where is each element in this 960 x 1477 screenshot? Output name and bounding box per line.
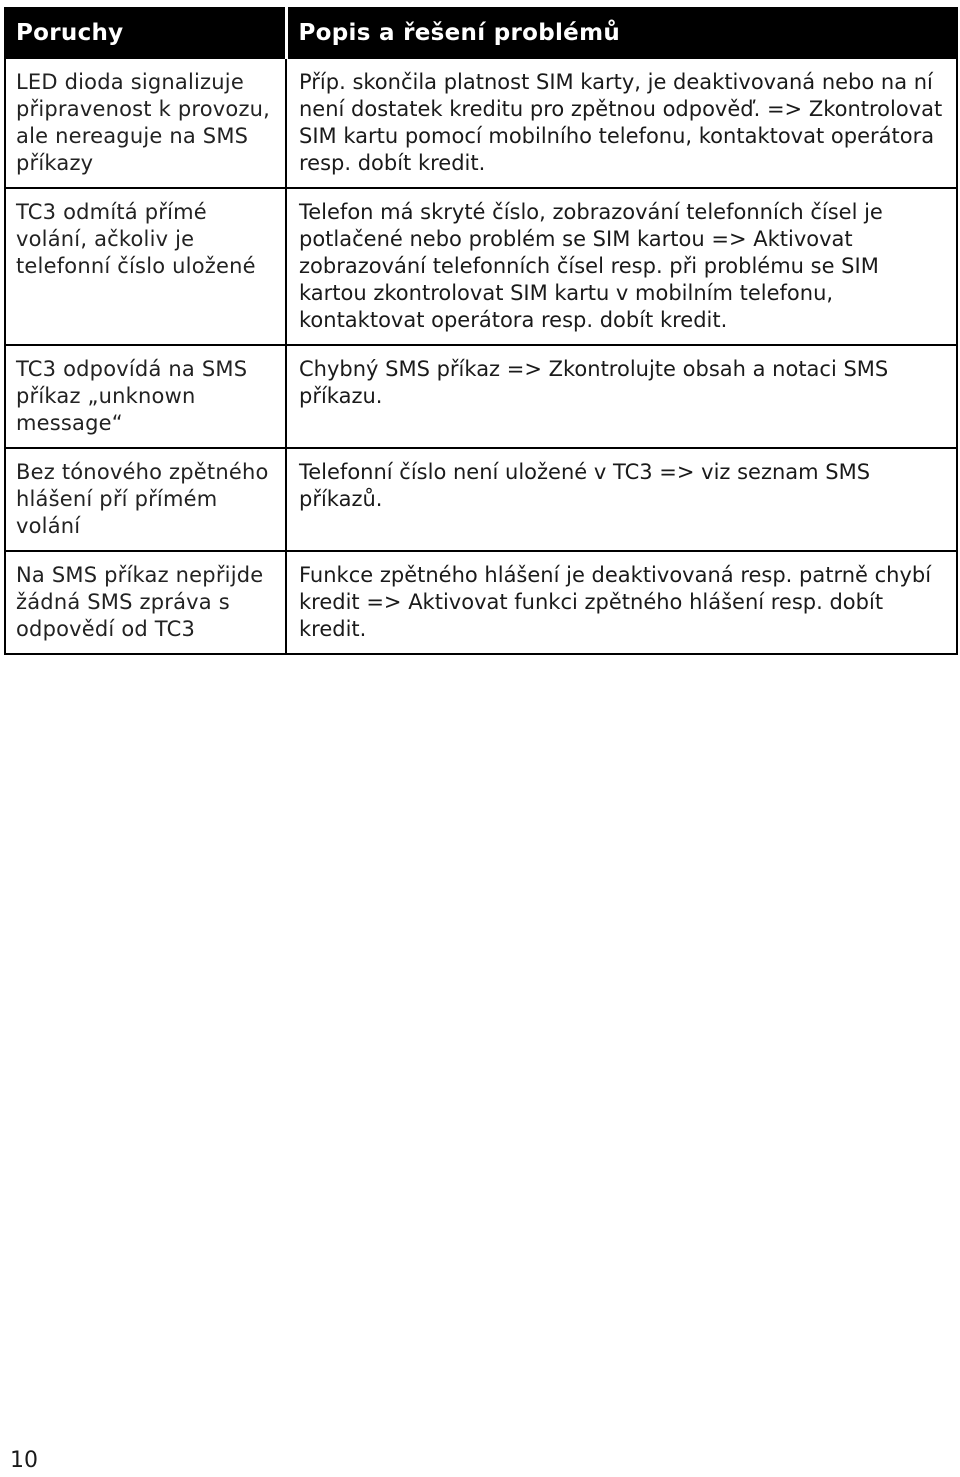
header-faults: Poruchy (5, 8, 286, 58)
table-row (5, 551, 957, 654)
table-header-row (5, 8, 957, 58)
solution-cell: Telefonní číslo není uložené v TC3 => viz seznam SMS příkazů. (286, 448, 957, 551)
fault-cell: Bez tónového zpětného hlášení pří přímém volání (5, 448, 286, 551)
troubleshooting-table (4, 7, 958, 655)
solution-cell: Chybný SMS příkaz => Zkontrolujte obsah a notaci SMS příkazu. (286, 345, 957, 448)
page-number: 10 (10, 1448, 38, 1473)
solution-cell: Telefon má skryté číslo, zobrazování telefonních čísel je potlačené nebo problém se SIM kartou => Aktivovat zobrazování telefonních čísel resp. při problému se SIM kartou zkontrolovat SIM kartu v mobilním telefonu, kontaktovat operátora resp. dobít kredit. (286, 188, 957, 345)
table-row (5, 58, 957, 188)
fault-cell: Na SMS příkaz nepřijde žádná SMS zpráva s odpovědí od TC3 (5, 551, 286, 654)
fault-cell: LED dioda signalizuje připravenost k provozu, ale nereaguje na SMS příkazy (5, 58, 286, 188)
table-row (5, 345, 957, 448)
solution-cell: Příp. skončila platnost SIM karty, je deaktivovaná nebo na ní není dostatek kreditu pro zpětnou odpověď. => Zkontrolovat SIM kartu pomocí mobilního telefonu, kontaktovat operátora resp. dobít kredit. (286, 58, 957, 188)
fault-cell: TC3 odpovídá na SMS příkaz „unknown message“ (5, 345, 286, 448)
table-row (5, 448, 957, 551)
solution-cell: Funkce zpětného hlášení je deaktivovaná resp. patrně chybí kredit => Aktivovat funkci zpětného hlášení resp. dobít kredit. (286, 551, 957, 654)
table-row (5, 188, 957, 345)
fault-cell: TC3 odmítá přímé volání, ačkoliv je telefonní číslo uložené (5, 188, 286, 345)
header-description-solution: Popis a řešení problémů (286, 8, 957, 58)
